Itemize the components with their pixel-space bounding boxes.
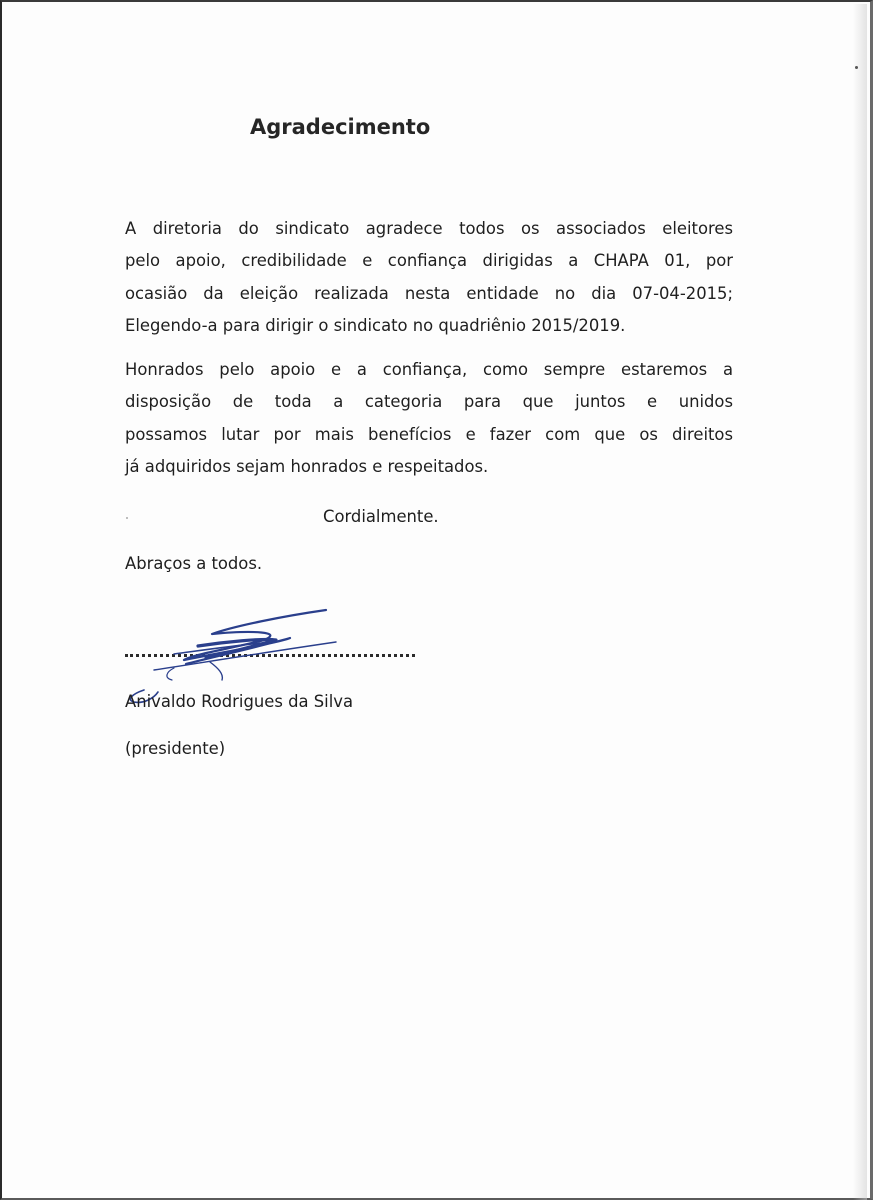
paragraph-line: disposição de toda a categoria para que juntos e unidos bbox=[125, 392, 733, 412]
paragraph-line: ocasião da eleição realizada nesta entidade no dia 07-04-2015; bbox=[125, 283, 733, 303]
paragraph-line: pelo apoio, credibilidade e confiança dirigidas a CHAPA 01, por bbox=[125, 251, 733, 271]
greeting-text: Abraços a todos. bbox=[125, 554, 263, 573]
scan-speck bbox=[855, 66, 858, 69]
paragraph-1 bbox=[125, 213, 733, 342]
document-title: Agradecimento bbox=[250, 115, 431, 139]
paragraph-line: Honrados pelo apoio e a confiança, como sempre estaremos a bbox=[125, 360, 733, 379]
scan-edge-shade bbox=[853, 4, 867, 1200]
paragraph-line: A diretoria do sindicato agradece todos os associados eleitores bbox=[125, 219, 733, 238]
closing-text: Cordialmente. bbox=[323, 507, 439, 526]
paragraph-line: possamos lutar por mais benefícios e fazer com que os direitos bbox=[125, 424, 733, 444]
paragraph-line: Elegendo-a para dirigir o sindicato no quadriênio 2015/2019. bbox=[125, 315, 626, 335]
signer-name: Anivaldo Rodrigues da Silva bbox=[125, 692, 354, 711]
paragraph-2 bbox=[125, 354, 733, 483]
signer-role: (presidente) bbox=[125, 739, 226, 758]
scan-speck bbox=[126, 517, 128, 519]
paragraph-line: já adquiridos sejam honrados e respeitados. bbox=[125, 456, 489, 476]
